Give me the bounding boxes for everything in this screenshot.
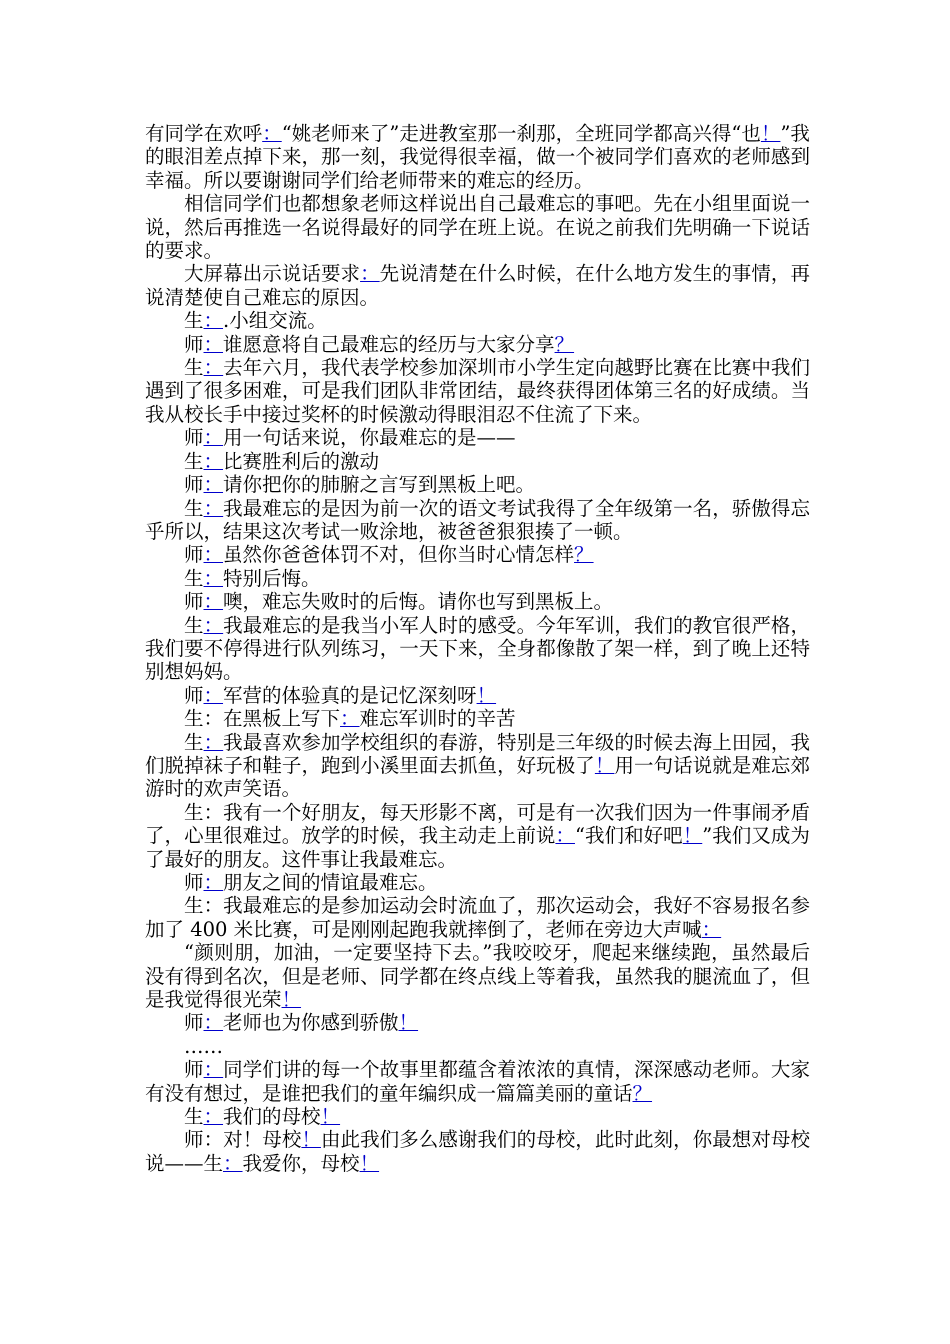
text-run: 我最难忘的是因为前一次的语文考试我得了全年级第一名，骄傲得忘乎所以，结果这次考试一败涂地，被爸爸狠狠揍了一顿。 xyxy=(145,496,810,543)
text-run: 相信同学们也都想象老师这样说出自己最难忘的事吧。先在小组里面说一说，然后再推选一名说得最好的同学在班上说。在说之前我们先明确一下说话的要求。 xyxy=(145,192,810,263)
text-run: 大屏幕出示说话要求 xyxy=(184,262,361,286)
text-run: 生：我有一个好朋友，每天形影不离，可是有一次我们因为一件事闹矛盾了，心里很难过。放学的时候，我主动走上前说 xyxy=(145,800,810,848)
paragraph xyxy=(145,122,810,192)
punctuation-link[interactable]: ！ xyxy=(398,1011,419,1035)
text-run: 生 xyxy=(184,449,204,473)
punctuation-link[interactable]: ： xyxy=(203,426,224,450)
punctuation-link[interactable]: ？ xyxy=(574,543,594,567)
paragraph xyxy=(145,1105,810,1128)
paragraph xyxy=(145,707,810,730)
paragraph xyxy=(145,356,810,426)
text-run: 师 xyxy=(184,543,204,567)
punctuation-link[interactable]: ： xyxy=(203,473,224,497)
punctuation-link[interactable]: ： xyxy=(203,730,224,754)
punctuation-link[interactable]: ！ xyxy=(301,1128,321,1152)
punctuation-link[interactable]: ： xyxy=(203,449,224,473)
paragraph xyxy=(145,426,810,449)
paragraph xyxy=(145,262,810,309)
paragraph xyxy=(145,567,810,590)
text-run: 我最喜欢参加学校组织的春游，特别是三年级的时候去海上田园，我们脱掉袜子和鞋子，跑到小溪里面去抓鱼，好玩极了 xyxy=(145,730,810,777)
punctuation-link[interactable]: ： xyxy=(203,871,224,894)
punctuation-link[interactable]: ： xyxy=(340,707,360,731)
text-run: 同学们讲的每一个故事里都蕴含着浓浓的真情，深深感动老师。大家有没有想过，是谁把我们的童年编织成一篇篇美丽的童话 xyxy=(145,1058,810,1105)
text-run: 虽然你爸爸体罚不对，但你当时心情怎样 xyxy=(223,543,575,567)
text-run: 生 xyxy=(184,613,204,637)
paragraph xyxy=(145,801,810,871)
paragraph xyxy=(145,309,810,332)
paragraph xyxy=(145,1128,810,1175)
punctuation-link[interactable]: ： xyxy=(262,122,282,145)
text-run: …… xyxy=(184,1034,223,1058)
text-run: 由此我们多么感谢我们的母校，此时此刻，你最想对母校说——生 xyxy=(145,1128,810,1175)
paragraph xyxy=(145,1058,810,1105)
punctuation-link[interactable]: ： xyxy=(203,1105,224,1129)
punctuation-link[interactable]: ！ xyxy=(760,122,781,145)
text-run: 我爱你，母校 xyxy=(242,1151,360,1175)
text-run: 比赛胜利后的激动 xyxy=(223,449,380,473)
paragraph xyxy=(145,1011,810,1034)
paragraph xyxy=(145,473,810,496)
punctuation-link[interactable]: ！ xyxy=(594,753,615,777)
text-run: 师 xyxy=(184,683,204,707)
paragraph xyxy=(145,684,810,707)
punctuation-link[interactable]: ！ xyxy=(682,824,703,848)
punctuation-link[interactable]: ： xyxy=(203,590,224,614)
text-run: 师：对！母校 xyxy=(184,1128,302,1152)
paragraph xyxy=(145,192,810,262)
punctuation-link[interactable]: ？ xyxy=(554,332,575,356)
text-run: 生：我最难忘的是参加运动会时流血了，那次运动会，我好不容易报名参加了 400 米比赛，可是刚刚起跑我就摔倒了，老师在旁边大声喊 xyxy=(145,894,810,941)
text-run: 师 xyxy=(184,426,204,450)
punctuation-link[interactable]: ！ xyxy=(320,1105,341,1129)
text-run: .小组交流。 xyxy=(223,309,327,333)
text-run: 请你把你的肺腑之言写到黑板上吧。 xyxy=(223,473,536,497)
text-run: 朋友之间的情谊最难忘。 xyxy=(223,871,438,894)
paragraph xyxy=(145,497,810,544)
text-run: 生 xyxy=(184,496,204,520)
punctuation-link[interactable]: ！ xyxy=(281,988,302,1012)
punctuation-link[interactable]: ！ xyxy=(359,1151,380,1175)
punctuation-link[interactable]: ！ xyxy=(476,683,497,707)
text-run: 师 xyxy=(184,1058,204,1082)
text-run: 生：在黑板上写下 xyxy=(184,707,341,731)
text-run: 噢，难忘失败时的后悔。请你也写到黑板上。 xyxy=(223,590,614,614)
text-run: 生 xyxy=(184,730,204,754)
text-run: 我最难忘的是我当小军人时的感受。今年军训，我们的教官很严格，我们要不停得进行队列练习，一天下来，全身都像散了架一样，到了晚上还特别想妈妈。 xyxy=(145,613,810,684)
text-run: 用一句话说就是难忘郊游时的欢声笑语。 xyxy=(145,753,810,801)
text-run: 特别后悔。 xyxy=(223,566,321,590)
punctuation-link[interactable]: ： xyxy=(203,1058,224,1082)
punctuation-link[interactable]: ： xyxy=(360,262,380,286)
text-run: 先说清楚在什么时候，在什么地方发生的事情，再说清楚使自己难忘的原因。 xyxy=(145,262,810,309)
punctuation-link[interactable]: ： xyxy=(203,356,224,380)
text-run: 有同学在欢呼 xyxy=(145,122,263,145)
text-run: 去年六月，我代表学校参加深圳市小学生定向越野比赛在比赛中我们遇到了很多困难，可是我们团队非常团结，最终获得团体第三名的好成绩。当我从校长手中接过奖杯的时候激动得眼泪忍不住流了下来。 xyxy=(145,356,810,426)
punctuation-link[interactable]: ： xyxy=(203,566,224,590)
text-run: 生 xyxy=(184,356,204,380)
text-run: 难忘军训时的辛苦 xyxy=(359,707,516,731)
text-run: 军营的体验真的是记忆深刻呀 xyxy=(223,683,477,707)
punctuation-link[interactable]: ： xyxy=(701,917,722,941)
paragraph xyxy=(145,731,810,801)
text-run: 师 xyxy=(184,473,204,497)
punctuation-link[interactable]: ： xyxy=(203,543,224,567)
paragraph xyxy=(145,871,810,894)
paragraph xyxy=(145,543,810,566)
paragraph xyxy=(145,614,810,684)
text-run: 师 xyxy=(184,590,204,614)
paragraph xyxy=(145,894,810,941)
text-run: ”我的眼泪差点掉下来，那一刻，我觉得很幸福，做一个被同学们喜欢的老师感到幸福。所以要谢谢同学们给老师带来的难忘的经历。 xyxy=(145,122,810,192)
text-run: 师 xyxy=(184,871,204,894)
punctuation-link[interactable]: ： xyxy=(203,496,224,520)
punctuation-link[interactable]: ： xyxy=(203,332,224,356)
paragraph xyxy=(145,941,810,1011)
text-run: 老师也为你感到骄傲 xyxy=(223,1011,399,1035)
punctuation-link[interactable]: ： xyxy=(555,824,575,848)
text-run: 师 xyxy=(184,1011,204,1035)
text-run: 师 xyxy=(184,332,204,356)
text-run: 生 xyxy=(184,309,204,333)
text-run: 生 xyxy=(184,566,204,590)
text-run: 谁愿意将自己最难忘的经历与大家分享 xyxy=(223,332,555,356)
punctuation-link[interactable]: ？ xyxy=(632,1081,653,1105)
paragraph xyxy=(145,333,810,356)
punctuation-link[interactable]: ： xyxy=(203,309,224,333)
text-run: “姚老师来了”走进教室那一刹那，全班同学都高兴得“也 xyxy=(281,122,761,145)
text-run: “我们和好吧 xyxy=(574,824,683,848)
punctuation-link[interactable]: ： xyxy=(203,613,224,637)
text-run: 用一句话来说，你最难忘的是—— xyxy=(223,426,516,450)
paragraph xyxy=(145,590,810,613)
text-run: ”我们又成为了最好的朋友。这件事让我最难忘。 xyxy=(145,824,810,871)
punctuation-link[interactable]: ： xyxy=(203,683,224,707)
text-run: 我们的母校 xyxy=(223,1105,321,1129)
paragraph xyxy=(145,1035,810,1058)
text-run: “颜则朋，加油，一定要坚持下去。”我咬咬牙，爬起来继续跑，虽然最后没有得到名次，但是老师、同学都在终点线上等着我，虽然我的腿流血了，但是我觉得很光荣 xyxy=(145,941,810,1012)
text-run: 生 xyxy=(184,1105,204,1129)
punctuation-link[interactable]: ： xyxy=(223,1151,243,1175)
document-page xyxy=(145,122,810,1175)
paragraph xyxy=(145,450,810,473)
punctuation-link[interactable]: ： xyxy=(203,1011,224,1035)
